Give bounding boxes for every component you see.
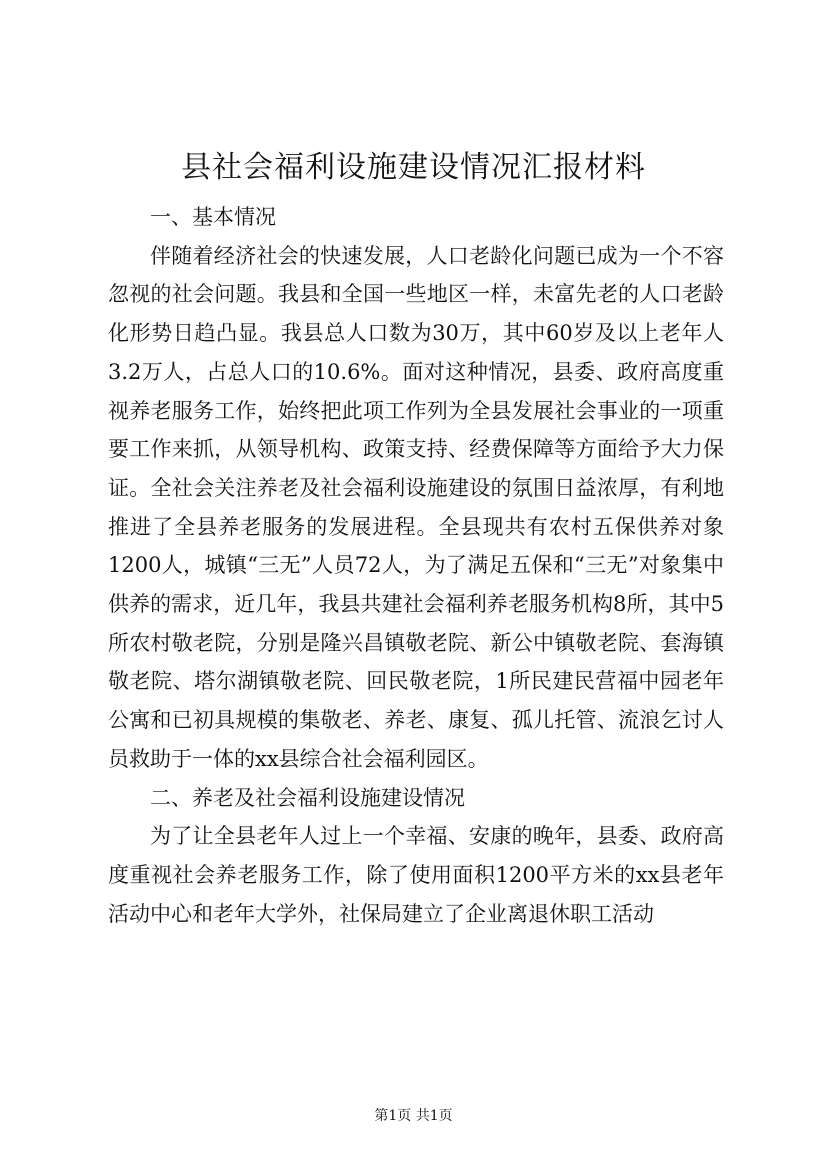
document-title: 县社会福利设施建设情况汇报材料 — [181, 150, 646, 185]
section-heading-facility-construction: 二、养老及社会福利设施建设情况 — [150, 785, 465, 810]
section-heading-basic-situation: 一、基本情况 — [150, 205, 276, 229]
document-body — [108, 198, 724, 933]
paragraph-basic-situation: 伴随着经济社会的快速发展，人口老龄化问题已成为一个不容忽视的社会问题。我县和全国一些地区一样，未富先老的人口老龄化形势日趋凸显。我县总人口数为30万，其中60岁及以上老年人3.2万人，占总人口的10.6%。面对这种情况，县委、政府高度重视养老服务工作，始终把此项工作列为全县发展社会事业的一项重要工作来抓，从领导机构、政策支持、经费保障等方面给予大力保证。全社会关注养老及社会福利设施建设的氛围日益浓厚，有利地推进了全县养老服务的发展进程。全县现共有农村五保供养对象1200人，城镇“三无”人员72人，为了满足五保和“三无”对象集中供养的需求，近几年，我县共建社会福利养老服务机构8所，其中5所农村敬老院，分别是隆兴昌镇敬老院、新公中镇敬老院、套海镇敬老院、塔尔湖镇敬老院、回民敬老院，1所民建民营福中园老年公寓和已初具规模的集敬老、养老、康复、孤儿托管、流浪乞讨人员救助于一体的xx县综合社会福利园区。 — [108, 243, 724, 771]
paragraph-facility-construction: 为了让全县老年人过上一个幸福、安康的晚年，县委、政府高度重视社会养老服务工作，除了使用面积1200平方米的xx县老年活动中心和老年大学外，社保局建立了企业离退休职工活动 — [108, 824, 724, 926]
page-footer: 第1页 共1页 — [374, 1108, 453, 1124]
